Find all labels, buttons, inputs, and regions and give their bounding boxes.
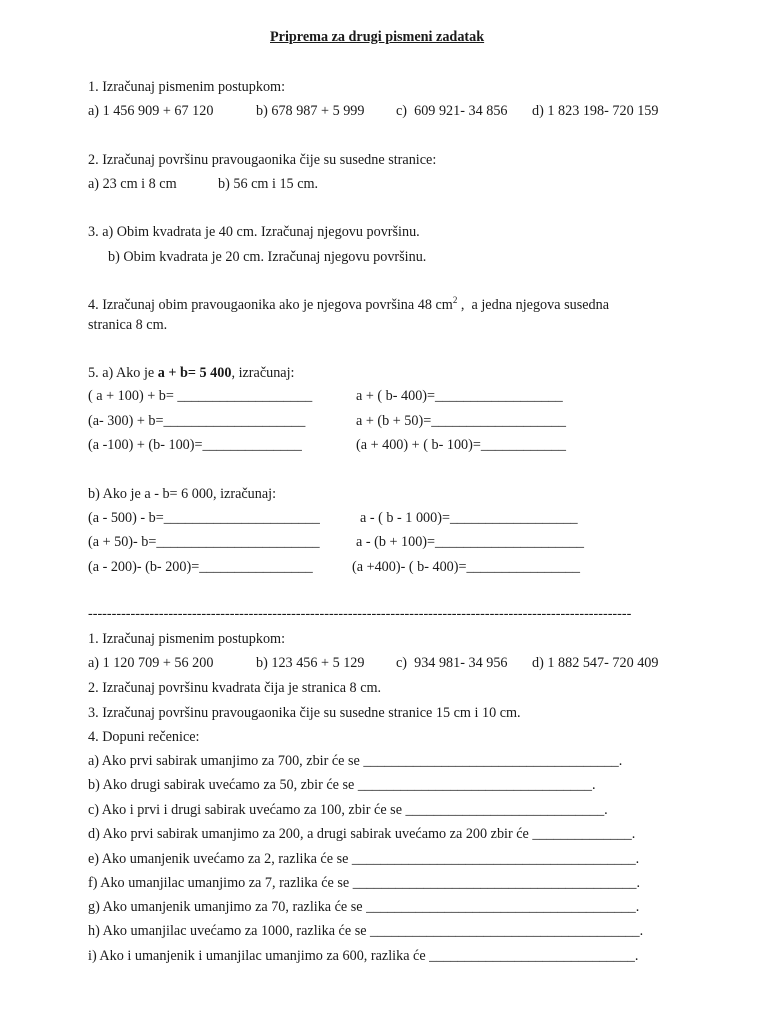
q2-b: b) 56 cm i 15 cm. — [218, 176, 319, 192]
q5b-row1-right: a - ( b - 1 000)=__________________ — [360, 510, 578, 526]
q5b-row3-right: (a +400)- ( b- 400)=________________ — [352, 559, 580, 575]
section-divider: ------------------------------------------------------------------------------------------------------------------- — [88, 606, 632, 622]
p2-q1-a: a) 1 120 709 + 56 200 — [88, 655, 214, 671]
q1-d: d) 1 823 198- 720 159 — [532, 103, 659, 119]
p2-q1-text: 1. Izračunaj pismenim postupkom: — [88, 631, 286, 647]
q3-a: 3. a) Obim kvadrata je 40 cm. Izračunaj njegovu površinu. — [88, 224, 420, 240]
q3-b: b) Obim kvadrata je 20 cm. Izračunaj njegovu površinu. — [108, 249, 427, 265]
q5a-text — [88, 364, 295, 382]
q4-line1-post: , a jedna njegova susedna — [457, 297, 610, 313]
q2-a: a) 23 cm i 8 cm — [88, 176, 177, 192]
q1-text: 1. Izračunaj pismenim postupkom: — [88, 79, 286, 95]
q1-c: c) 609 921- 34 856 — [396, 103, 508, 119]
sentence-e: e) Ako umanjenik uvećamo za 2, razlika će se ________________________________________. — [88, 851, 640, 867]
q1-b: b) 678 987 + 5 999 — [256, 103, 365, 119]
sentence-g: g) Ako umanjenik umanjimo za 70, razlika će se ______________________________________. — [88, 899, 640, 915]
p2-q1-c: c) 934 981- 34 956 — [396, 655, 508, 671]
q5a-row1-right: a + ( b- 400)=__________________ — [356, 388, 563, 404]
q5a-row2-left: (a- 300) + b=____________________ — [88, 413, 306, 429]
page-title: Priprema za drugi pismeni zadatak — [270, 29, 485, 45]
q5a-pre: 5. a) Ako je — [88, 365, 158, 381]
sentence-b: b) Ako drugi sabirak uvećamo za 50, zbir će se _________________________________. — [88, 777, 596, 793]
q5a-condition: a + b= 5 400 — [157, 365, 232, 381]
q5b-row1-left: (a - 500) - b=______________________ — [88, 510, 320, 526]
q4-line2: stranica 8 cm. — [88, 317, 168, 333]
q4-superscript: 2 — [452, 295, 458, 305]
q5a-row1-left: ( a + 100) + b= ___________________ — [88, 388, 313, 404]
sentence-f: f) Ako umanjilac umanjimo za 7, razlika će se ________________________________________. — [88, 875, 641, 891]
q5a-row3-right: (a + 400) + ( b- 100)=____________ — [356, 437, 566, 453]
q5b-row2-right: a - (b + 100)=_____________________ — [356, 534, 585, 550]
q5b-text: b) Ako je a - b= 6 000, izračunaj: — [88, 486, 277, 502]
q5a-post: , izračunaj: — [231, 365, 295, 381]
sentence-c: c) Ako i prvi i drugi sabirak uvećamo za 100, zbir će se ____________________________. — [88, 802, 608, 818]
p2-q1-b: b) 123 456 + 5 129 — [256, 655, 365, 671]
q5b-row2-left: (a + 50)- b=_______________________ — [88, 534, 320, 550]
q4-line1 — [88, 296, 609, 314]
q5a-row2-right: a + (b + 50)=___________________ — [356, 413, 566, 429]
p2-q3: 3. Izračunaj površinu pravougaonika čije su susedne stranice 15 cm i 10 cm. — [88, 705, 521, 721]
p2-q4: 4. Dopuni rečenice: — [88, 729, 200, 745]
q5a-row3-left: (a -100) + (b- 100)=______________ — [88, 437, 302, 453]
sentence-i: i) Ako i umanjenik i umanjilac umanjimo za 600, razlika će _____________________________. — [88, 948, 639, 964]
q5b-row3-left: (a - 200)- (b- 200)=________________ — [88, 559, 313, 575]
q4-line1-pre: 4. Izračunaj obim pravougaonika ako je njegova površina 48 cm — [88, 297, 453, 313]
p2-q2: 2. Izračunaj površinu kvadrata čija je stranica 8 cm. — [88, 680, 382, 696]
q1-a: a) 1 456 909 + 67 120 — [88, 103, 214, 119]
q2-text: 2. Izračunaj površinu pravougaonika čije su susedne stranice: — [88, 152, 437, 168]
sentence-d: d) Ako prvi sabirak umanjimo za 200, a drugi sabirak uvećamo za 200 zbir će ______________. — [88, 826, 636, 842]
sentence-h: h) Ako umanjilac uvećamo za 1000, razlika će se ______________________________________. — [88, 923, 644, 939]
p2-q1-d: d) 1 882 547- 720 409 — [532, 655, 659, 671]
sentence-a: a) Ako prvi sabirak umanjimo za 700, zbir će se ____________________________________. — [88, 753, 623, 769]
